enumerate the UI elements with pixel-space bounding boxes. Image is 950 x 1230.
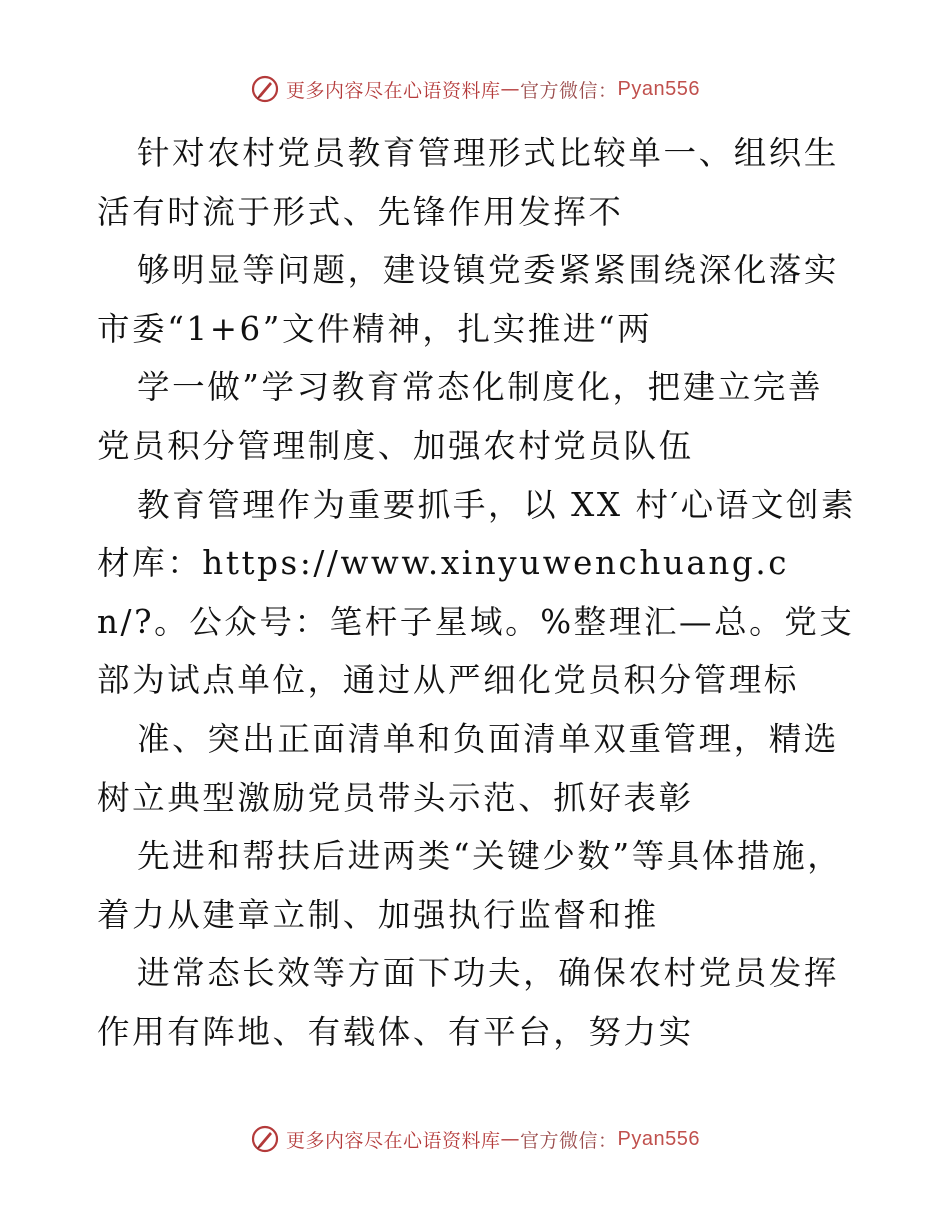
quill-pen-circle-icon — [250, 1124, 280, 1154]
header-watermark-banner — [0, 74, 950, 104]
wechat-label: 官方微信： — [520, 79, 618, 102]
document-body — [97, 124, 857, 1062]
paragraph: 针对农村党员教育管理形式比较单一、组织生活有时流于形式、先锋作用发挥不 — [97, 134, 840, 231]
wechat-handle: Pyan556 — [617, 77, 700, 100]
promo-text: 更多内容尽在心语资料库 — [286, 79, 501, 102]
banner-separator: — — [500, 1128, 521, 1150]
paragraph: 教育管理作为重要抓手，以 XX 村′心语文创素材库：https://www.xinyuwenchuang.cn/?。公众号：笔杆子星域。%整理汇—总。党支部为试点单位，通过从严细化党员积分管理标 — [97, 485, 857, 700]
paragraph: 学一做”学习教育常态化制度化，把建立完善党员积分管理制度、加强农村党员队伍 — [97, 368, 824, 465]
banner-separator: — — [500, 78, 521, 100]
paragraph: 进常态长效等方面下功夫，确保农村党员发挥作用有阵地、有载体、有平台，努力实 — [97, 954, 840, 1051]
wechat-handle: Pyan556 — [617, 1127, 700, 1150]
footer-watermark-banner — [0, 1124, 950, 1154]
paragraph: 准、突出正面清单和负面清单双重管理，精选树立典型激励党员带头示范、抓好表彰 — [97, 719, 840, 817]
paragraph: 先进和帮扶后进两类“关键少数”等具体措施，着力从建章立制、加强执行监督和推 — [97, 837, 843, 934]
quill-pen-circle-icon — [250, 74, 280, 104]
wechat-label: 官方微信： — [520, 1129, 618, 1152]
promo-text: 更多内容尽在心语资料库 — [286, 1129, 501, 1152]
paragraph: 够明显等问题，建设镇党委紧紧围绕深化落实市委“1+6”文件精神，扎实推进“两 — [97, 251, 840, 348]
